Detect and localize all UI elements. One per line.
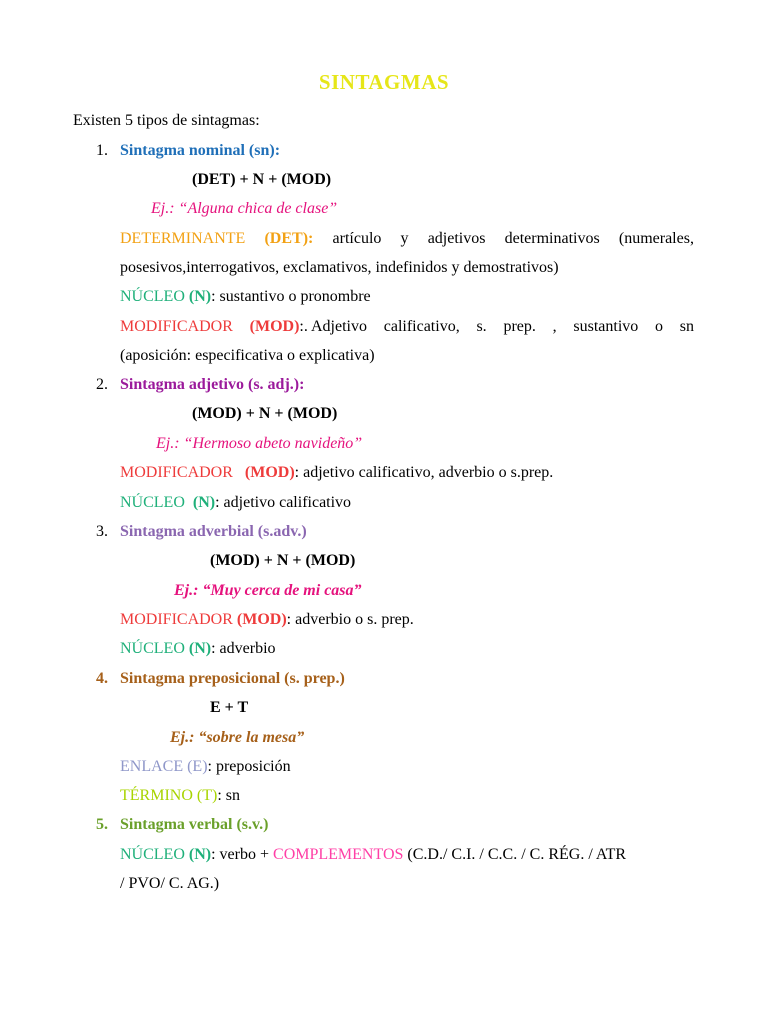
nucleo-label: NÚCLEO — [120, 640, 185, 657]
word: artículo — [332, 230, 382, 247]
modificador-desc-cont: (aposición: especificativa o explicativa) — [120, 347, 375, 364]
formula-preposicional: E + T — [210, 699, 249, 716]
termino-desc: : sn — [217, 787, 240, 804]
termino-line — [120, 786, 240, 806]
intro-text: Existen 5 tipos de sintagmas: — [73, 112, 260, 129]
word: o — [655, 318, 664, 335]
modificador-label: MODIFICADOR — [120, 318, 233, 335]
nucleo-label: NÚCLEO — [120, 846, 185, 863]
modificador-abbr: (MOD) — [249, 318, 300, 335]
determinante-abbr: (DET): — [264, 230, 314, 247]
nucleo-abbr: (N) — [192, 494, 216, 511]
nucleo-line-verbal — [120, 845, 626, 865]
word: prep. — [503, 318, 536, 335]
word: (numerales, — [618, 230, 694, 247]
modificador-line-adverbial — [120, 610, 414, 630]
enlace-desc: : preposición — [207, 758, 291, 775]
list-number: 5. — [96, 816, 108, 833]
word: y — [400, 230, 409, 247]
nucleo-label: NÚCLEO — [120, 288, 185, 305]
modificador-abbr: (MOD) — [244, 464, 295, 481]
heading-sintagma-adjetivo: Sintagma adjetivo (s. adj.): — [120, 376, 305, 393]
page-title: SINTAGMAS — [318, 70, 450, 94]
nucleo-line-adjetivo — [120, 493, 351, 513]
formula-adverbial: (MOD) + N + (MOD) — [210, 552, 356, 569]
modificador-desc: : adverbio o s. prep. — [286, 611, 414, 628]
modificador-abbr: (MOD) — [236, 611, 287, 628]
heading-sintagma-adverbial: Sintagma adverbial (s.adv.) — [120, 523, 307, 540]
modificador-desc: : adjetivo calificativo, adverbio o s.prep. — [294, 464, 554, 481]
modificador-label: MODIFICADOR — [120, 611, 233, 628]
nucleo-line-nominal — [120, 287, 371, 307]
word: determinativos — [504, 230, 600, 247]
nucleo-abbr: (N) — [188, 288, 212, 305]
nucleo-abbr: (N) — [188, 846, 212, 863]
example-adverbial: Ej.: “Muy cerca de mi casa” — [174, 582, 362, 599]
nucleo-abbr: (N) — [188, 640, 212, 657]
word: s. — [476, 318, 487, 335]
list-number: 1. — [96, 142, 108, 159]
word: , — [552, 318, 557, 335]
nucleo-desc: : adjetivo calificativo — [215, 494, 352, 511]
nucleo-desc: : adverbio — [211, 640, 276, 657]
termino-label: TÉRMINO (T) — [120, 787, 218, 804]
modificador-label: MODIFICADOR — [120, 464, 233, 481]
nucleo-desc: : sustantivo o pronombre — [211, 288, 371, 305]
heading-sintagma-preposicional: Sintagma preposicional (s. prep.) — [120, 670, 345, 687]
determinante-desc-cont: posesivos,interrogativos, exclamativos, indefinidos y demostrativos) — [120, 259, 559, 276]
example-nominal: Ej.: “Alguna chica de clase” — [151, 200, 338, 217]
enlace-label: ENLACE (E) — [120, 758, 208, 775]
modificador-line-nominal — [120, 317, 694, 337]
word: adjetivos — [427, 230, 486, 247]
word: calificativo, — [383, 318, 460, 335]
complementos-label: COMPLEMENTOS — [273, 846, 404, 863]
list-number: 2. — [96, 376, 108, 393]
heading-sintagma-verbal: Sintagma verbal (s.v.) — [120, 816, 269, 833]
determinante-line — [120, 229, 694, 249]
nucleo-line-adverbial — [120, 639, 276, 659]
word: sustantivo — [573, 318, 639, 335]
nucleo-label: NÚCLEO — [120, 494, 185, 511]
nucleo-desc: : verbo + — [211, 846, 274, 863]
determinante-label: DETERMINANTE — [120, 230, 246, 247]
formula-adjetivo: (MOD) + N + (MOD) — [192, 405, 338, 422]
example-adjetivo: Ej.: “Hermoso abeto navideño” — [156, 435, 363, 452]
formula-nominal: (DET) + N + (MOD) — [192, 171, 332, 188]
example-preposicional: Ej.: “sobre la mesa” — [170, 729, 305, 746]
modificador-line-adjetivo — [120, 463, 553, 483]
word: sn — [679, 318, 694, 335]
enlace-line — [120, 757, 291, 777]
word: :. Adjetivo — [299, 318, 367, 335]
complementos-desc-cont: / PVO/ C. AG.) — [120, 875, 220, 892]
list-number: 4. — [96, 670, 108, 687]
complementos-desc: (C.D./ C.I. / C.C. / C. RÉG. / ATR — [403, 846, 627, 863]
list-number: 3. — [96, 523, 108, 540]
heading-sintagma-nominal: Sintagma nominal (sn): — [120, 142, 281, 159]
